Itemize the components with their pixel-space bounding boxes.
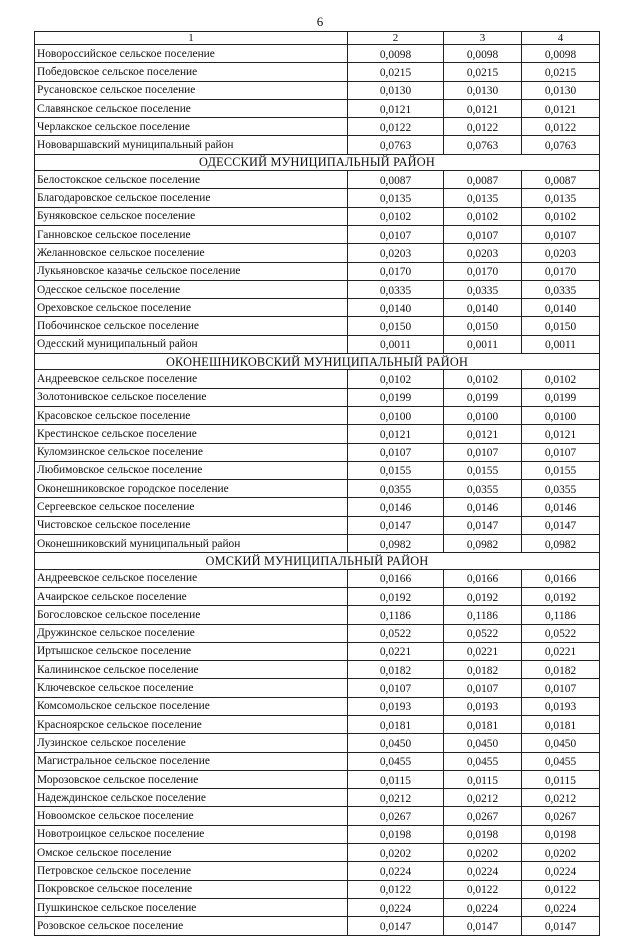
value-col-2: 0,0182 xyxy=(348,661,444,679)
table-row xyxy=(35,45,600,63)
value-col-3: 0,0522 xyxy=(444,624,522,642)
value-col-4: 0,0102 xyxy=(522,370,600,388)
value-col-4: 0,0221 xyxy=(522,642,600,660)
table-row xyxy=(35,606,600,624)
value-col-4: 0,0130 xyxy=(522,81,600,99)
settlement-name: Любимовское сельское поселение xyxy=(35,461,348,479)
value-col-4: 0,0267 xyxy=(522,807,600,825)
table-row xyxy=(35,425,600,443)
value-col-4: 0,0100 xyxy=(522,406,600,424)
table-row xyxy=(35,679,600,697)
table-row xyxy=(35,299,600,317)
table-row xyxy=(35,317,600,335)
settlement-name: Черлакское сельское поселение xyxy=(35,118,348,136)
value-col-4: 0,0224 xyxy=(522,862,600,880)
value-col-4: 0,0107 xyxy=(522,225,600,243)
value-col-3: 0,0107 xyxy=(444,679,522,697)
value-col-2: 0,0107 xyxy=(348,443,444,461)
value-col-3: 0,0203 xyxy=(444,244,522,262)
value-col-2: 0,0147 xyxy=(348,917,444,935)
value-col-2: 0,0150 xyxy=(348,317,444,335)
settlement-name: Благодаровское сельское поселение xyxy=(35,189,348,207)
settlement-name: Омское сельское поселение xyxy=(35,844,348,862)
table-row xyxy=(35,898,600,916)
settlement-name: Магистральное сельское поселение xyxy=(35,752,348,770)
table-row xyxy=(35,461,600,479)
value-col-2: 0,0199 xyxy=(348,388,444,406)
value-col-3: 0,0087 xyxy=(444,171,522,189)
value-col-2: 0,0102 xyxy=(348,207,444,225)
data-table xyxy=(34,31,600,936)
value-col-4: 0,0982 xyxy=(522,535,600,553)
value-col-2: 0,0135 xyxy=(348,189,444,207)
table-row xyxy=(35,207,600,225)
column-header-1: 1 xyxy=(35,32,348,45)
value-col-2: 0,0522 xyxy=(348,624,444,642)
settlement-name: Нововаршавский муниципальный район xyxy=(35,136,348,154)
value-col-4: 0,0763 xyxy=(522,136,600,154)
settlement-name: Куломзинское сельское поселение xyxy=(35,443,348,461)
value-col-2: 0,0098 xyxy=(348,45,444,63)
value-col-4: 0,0198 xyxy=(522,825,600,843)
section-heading-row xyxy=(35,154,600,170)
value-col-3: 0,0182 xyxy=(444,661,522,679)
settlement-name: Красноярское сельское поселение xyxy=(35,715,348,733)
value-col-2: 0,0115 xyxy=(348,770,444,788)
value-col-4: 0,0355 xyxy=(522,480,600,498)
table-row xyxy=(35,807,600,825)
value-col-3: 0,0121 xyxy=(444,425,522,443)
value-col-2: 0,0122 xyxy=(348,118,444,136)
value-col-4: 0,0335 xyxy=(522,280,600,298)
value-col-3: 0,0140 xyxy=(444,299,522,317)
settlement-name: Желанновское сельское поселение xyxy=(35,244,348,262)
value-col-4: 0,0147 xyxy=(522,516,600,534)
settlement-name: Лукьяновское казачье сельское поселение xyxy=(35,262,348,280)
value-col-2: 0,1186 xyxy=(348,606,444,624)
settlement-name: Чистовское сельское поселение xyxy=(35,516,348,534)
value-col-3: 0,0199 xyxy=(444,388,522,406)
table-row xyxy=(35,498,600,516)
value-col-3: 0,0147 xyxy=(444,917,522,935)
value-col-3: 0,0193 xyxy=(444,697,522,715)
value-col-2: 0,0193 xyxy=(348,697,444,715)
value-col-4: 0,0192 xyxy=(522,587,600,605)
page-number: 6 xyxy=(316,14,324,29)
settlement-name: Покровское сельское поселение xyxy=(35,880,348,898)
value-col-2: 0,0146 xyxy=(348,498,444,516)
value-col-2: 0,0107 xyxy=(348,225,444,243)
table-row xyxy=(35,335,600,353)
value-col-2: 0,0121 xyxy=(348,99,444,117)
section-heading: ОКОНЕШНИКОВСКИЙ МУНИЦИПАЛЬНЫЙ РАЙОН xyxy=(35,354,600,370)
value-col-3: 0,0181 xyxy=(444,715,522,733)
value-col-3: 0,0215 xyxy=(444,63,522,81)
value-col-3: 0,0107 xyxy=(444,443,522,461)
table-row xyxy=(35,136,600,154)
value-col-4: 0,0115 xyxy=(522,770,600,788)
value-col-3: 0,0221 xyxy=(444,642,522,660)
value-col-2: 0,0763 xyxy=(348,136,444,154)
value-col-3: 0,0122 xyxy=(444,880,522,898)
value-col-4: 0,0087 xyxy=(522,171,600,189)
table-row xyxy=(35,535,600,553)
value-col-2: 0,0267 xyxy=(348,807,444,825)
value-col-4: 0,0166 xyxy=(522,569,600,587)
settlement-name: Андреевское сельское поселение xyxy=(35,370,348,388)
value-col-4: 0,0170 xyxy=(522,262,600,280)
value-col-4: 0,0155 xyxy=(522,461,600,479)
table-row xyxy=(35,280,600,298)
value-col-2: 0,0170 xyxy=(348,262,444,280)
value-col-3: 0,0147 xyxy=(444,516,522,534)
value-col-4: 0,0011 xyxy=(522,335,600,353)
table-row xyxy=(35,844,600,862)
table-row xyxy=(35,880,600,898)
value-col-4: 0,0107 xyxy=(522,443,600,461)
header-row xyxy=(35,32,600,45)
value-col-4: 0,0455 xyxy=(522,752,600,770)
value-col-3: 0,0355 xyxy=(444,480,522,498)
value-col-3: 0,0982 xyxy=(444,535,522,553)
value-col-3: 0,0100 xyxy=(444,406,522,424)
value-col-2: 0,0982 xyxy=(348,535,444,553)
settlement-name: Андреевское сельское поселение xyxy=(35,569,348,587)
settlement-name: Петровское сельское поселение xyxy=(35,862,348,880)
value-col-4: 0,0140 xyxy=(522,299,600,317)
table-row xyxy=(35,624,600,642)
value-col-3: 0,0130 xyxy=(444,81,522,99)
table-row xyxy=(35,171,600,189)
settlement-name: Белостокское сельское поселение xyxy=(35,171,348,189)
value-col-3: 0,0102 xyxy=(444,207,522,225)
value-col-2: 0,0011 xyxy=(348,335,444,353)
value-col-2: 0,0166 xyxy=(348,569,444,587)
value-col-3: 0,0121 xyxy=(444,99,522,117)
value-col-4: 0,0146 xyxy=(522,498,600,516)
value-col-2: 0,0202 xyxy=(348,844,444,862)
table-row xyxy=(35,789,600,807)
table-row xyxy=(35,244,600,262)
value-col-4: 0,0224 xyxy=(522,898,600,916)
value-col-3: 0,0192 xyxy=(444,587,522,605)
value-col-2: 0,0212 xyxy=(348,789,444,807)
settlement-name: Одесское сельское поселение xyxy=(35,280,348,298)
settlement-name: Красовское сельское поселение xyxy=(35,406,348,424)
settlement-name: Славянское сельское поселение xyxy=(35,99,348,117)
value-col-2: 0,0102 xyxy=(348,370,444,388)
table-row xyxy=(35,99,600,117)
value-col-4: 0,0181 xyxy=(522,715,600,733)
value-col-4: 0,0450 xyxy=(522,734,600,752)
settlement-name: Оконешниковский муниципальный район xyxy=(35,535,348,553)
value-col-4: 0,0135 xyxy=(522,189,600,207)
value-col-4: 0,0203 xyxy=(522,244,600,262)
value-col-3: 0,0155 xyxy=(444,461,522,479)
settlement-name: Комсомольское сельское поселение xyxy=(35,697,348,715)
value-col-3: 0,0763 xyxy=(444,136,522,154)
settlement-name: Золотонивское сельское поселение xyxy=(35,388,348,406)
value-col-3: 0,0198 xyxy=(444,825,522,843)
value-col-4: 0,0102 xyxy=(522,207,600,225)
value-col-2: 0,0147 xyxy=(348,516,444,534)
table-row xyxy=(35,189,600,207)
column-header-2: 2 xyxy=(348,32,444,45)
value-col-3: 0,0267 xyxy=(444,807,522,825)
settlement-name: Новороссийское сельское поселение xyxy=(35,45,348,63)
value-col-3: 0,0166 xyxy=(444,569,522,587)
value-col-4: 0,1186 xyxy=(522,606,600,624)
value-col-4: 0,0215 xyxy=(522,63,600,81)
value-col-3: 0,0202 xyxy=(444,844,522,862)
section-heading-row xyxy=(35,553,600,569)
value-col-3: 0,0150 xyxy=(444,317,522,335)
value-col-4: 0,0121 xyxy=(522,99,600,117)
value-col-3: 0,0450 xyxy=(444,734,522,752)
settlement-name: Пушкинское сельское поселение xyxy=(35,898,348,916)
value-col-4: 0,0121 xyxy=(522,425,600,443)
table-row xyxy=(35,370,600,388)
table-row xyxy=(35,825,600,843)
value-col-2: 0,0121 xyxy=(348,425,444,443)
value-col-3: 0,0212 xyxy=(444,789,522,807)
value-col-4: 0,0202 xyxy=(522,844,600,862)
value-col-3: 0,0011 xyxy=(444,335,522,353)
value-col-3: 0,1186 xyxy=(444,606,522,624)
table-row xyxy=(35,770,600,788)
settlement-name: Ключевское сельское поселение xyxy=(35,679,348,697)
value-col-4: 0,0193 xyxy=(522,697,600,715)
table-row xyxy=(35,697,600,715)
table-row xyxy=(35,734,600,752)
table-row xyxy=(35,406,600,424)
value-col-2: 0,0450 xyxy=(348,734,444,752)
value-col-3: 0,0115 xyxy=(444,770,522,788)
settlement-name: Калининское сельское поселение xyxy=(35,661,348,679)
value-col-2: 0,0087 xyxy=(348,171,444,189)
value-col-2: 0,0198 xyxy=(348,825,444,843)
settlement-name: Оконешниковское городское поселение xyxy=(35,480,348,498)
table-row xyxy=(35,569,600,587)
settlement-name: Иртышское сельское поселение xyxy=(35,642,348,660)
table-body xyxy=(35,32,600,936)
settlement-name: Одесский муниципальный район xyxy=(35,335,348,353)
settlement-name: Морозовское сельское поселение xyxy=(35,770,348,788)
value-col-3: 0,0107 xyxy=(444,225,522,243)
value-col-4: 0,0107 xyxy=(522,679,600,697)
table-row xyxy=(35,480,600,498)
table-row xyxy=(35,388,600,406)
value-col-3: 0,0455 xyxy=(444,752,522,770)
value-col-3: 0,0170 xyxy=(444,262,522,280)
value-col-2: 0,0455 xyxy=(348,752,444,770)
value-col-3: 0,0098 xyxy=(444,45,522,63)
settlement-name: Сергеевское сельское поселение xyxy=(35,498,348,516)
value-col-2: 0,0130 xyxy=(348,81,444,99)
value-col-3: 0,0335 xyxy=(444,280,522,298)
value-col-2: 0,0107 xyxy=(348,679,444,697)
table-row xyxy=(35,262,600,280)
value-col-4: 0,0182 xyxy=(522,661,600,679)
value-col-3: 0,0224 xyxy=(444,898,522,916)
value-col-2: 0,0140 xyxy=(348,299,444,317)
table-row xyxy=(35,917,600,935)
settlement-name: Ганновское сельское поселение xyxy=(35,225,348,243)
value-col-2: 0,0224 xyxy=(348,862,444,880)
table-row xyxy=(35,63,600,81)
value-col-4: 0,0199 xyxy=(522,388,600,406)
value-col-4: 0,0150 xyxy=(522,317,600,335)
table-row xyxy=(35,715,600,733)
table-row xyxy=(35,81,600,99)
value-col-2: 0,0100 xyxy=(348,406,444,424)
value-col-4: 0,0212 xyxy=(522,789,600,807)
settlement-name: Побочинское сельское поселение xyxy=(35,317,348,335)
settlement-name: Розовское сельское поселение xyxy=(35,917,348,935)
value-col-2: 0,0221 xyxy=(348,642,444,660)
value-col-2: 0,0122 xyxy=(348,880,444,898)
table-row xyxy=(35,642,600,660)
settlement-name: Богословское сельское поселение xyxy=(35,606,348,624)
value-col-2: 0,0224 xyxy=(348,898,444,916)
settlement-name: Лузинское сельское поселение xyxy=(35,734,348,752)
table-row xyxy=(35,516,600,534)
table-row xyxy=(35,443,600,461)
table-row xyxy=(35,587,600,605)
column-header-3: 3 xyxy=(444,32,522,45)
value-col-2: 0,0192 xyxy=(348,587,444,605)
settlement-name: Крестинское сельское поселение xyxy=(35,425,348,443)
value-col-2: 0,0155 xyxy=(348,461,444,479)
value-col-3: 0,0102 xyxy=(444,370,522,388)
value-col-2: 0,0181 xyxy=(348,715,444,733)
section-heading-row xyxy=(35,354,600,370)
section-heading: ОМСКИЙ МУНИЦИПАЛЬНЫЙ РАЙОН xyxy=(35,553,600,569)
value-col-4: 0,0122 xyxy=(522,880,600,898)
value-col-3: 0,0224 xyxy=(444,862,522,880)
value-col-3: 0,0135 xyxy=(444,189,522,207)
value-col-4: 0,0147 xyxy=(522,917,600,935)
settlement-name: Дружинское сельское поселение xyxy=(35,624,348,642)
table-row xyxy=(35,752,600,770)
settlement-name: Новотроицкое сельское поселение xyxy=(35,825,348,843)
table-row xyxy=(35,118,600,136)
value-col-3: 0,0122 xyxy=(444,118,522,136)
table-row xyxy=(35,661,600,679)
value-col-2: 0,0215 xyxy=(348,63,444,81)
value-col-4: 0,0122 xyxy=(522,118,600,136)
value-col-2: 0,0203 xyxy=(348,244,444,262)
settlement-name: Победовское сельское поселение xyxy=(35,63,348,81)
settlement-name: Ачаирское сельское поселение xyxy=(35,587,348,605)
section-heading: ОДЕССКИЙ МУНИЦИПАЛЬНЫЙ РАЙОН xyxy=(35,154,600,170)
settlement-name: Буняковское сельское поселение xyxy=(35,207,348,225)
value-col-4: 0,0522 xyxy=(522,624,600,642)
value-col-4: 0,0098 xyxy=(522,45,600,63)
settlement-name: Новоомское сельское поселение xyxy=(35,807,348,825)
value-col-3: 0,0146 xyxy=(444,498,522,516)
settlement-name: Ореховское сельское поселение xyxy=(35,299,348,317)
settlement-name: Надеждинское сельское поселение xyxy=(35,789,348,807)
table-row xyxy=(35,225,600,243)
settlement-name: Русановское сельское поселение xyxy=(35,81,348,99)
value-col-2: 0,0355 xyxy=(348,480,444,498)
value-col-2: 0,0335 xyxy=(348,280,444,298)
column-header-4: 4 xyxy=(522,32,600,45)
table-row xyxy=(35,862,600,880)
